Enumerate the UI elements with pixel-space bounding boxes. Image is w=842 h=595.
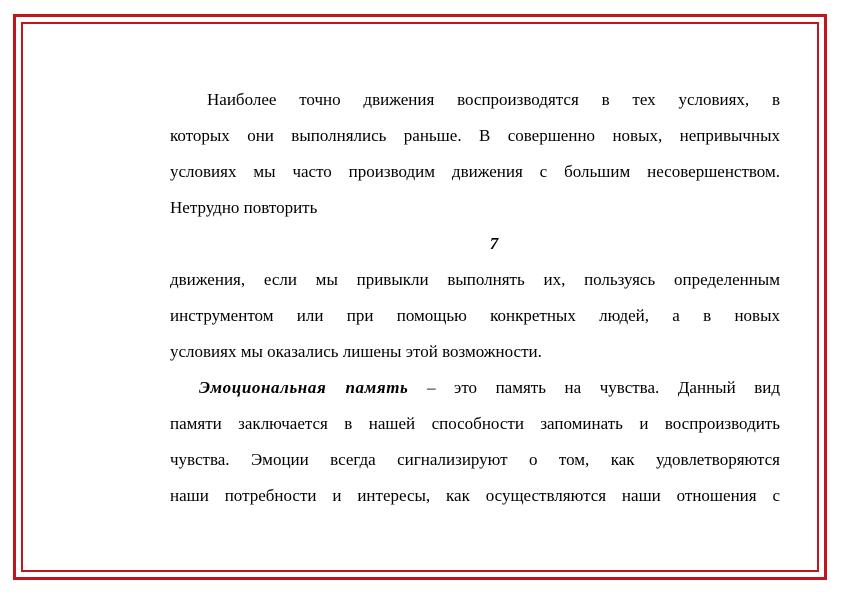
document-body (170, 86, 780, 518)
paragraph-line: условиях мы оказались лишены этой возможности. (170, 342, 542, 361)
paragraph-first-line (170, 374, 780, 410)
paragraph-line: Наиболее точно движения воспроизводятся в тех условиях, в (207, 90, 780, 109)
paragraph-line: инструментом или при помощью конкретных людей, а в новых (170, 306, 780, 325)
paragraph-line: чувства. Эмоции всегда сигнализируют о том, как удовлетворяются (170, 450, 780, 469)
page-number: 7 (489, 234, 499, 253)
paragraph-line: наши потребности и интересы, как осуществляются наши отношения с (170, 486, 780, 505)
paragraph-line: Нетрудно повторить (170, 198, 318, 217)
paragraph-line: условиях мы часто производим движения с большим несовершенством. (170, 162, 780, 181)
paragraph-line-rest: – это память на чувства. Данный вид (408, 378, 780, 397)
paragraph-line: памяти заключается в нашей способности запоминать и воспроизводить (170, 414, 780, 433)
paragraph-line: движения, если мы привыкли выполнять их, пользуясь определенным (170, 270, 780, 289)
paragraph-line: которых они выполнялись раньше. В совершенно новых, непривычных (170, 126, 780, 145)
emphasized-term: Эмоциональная память (199, 378, 409, 397)
